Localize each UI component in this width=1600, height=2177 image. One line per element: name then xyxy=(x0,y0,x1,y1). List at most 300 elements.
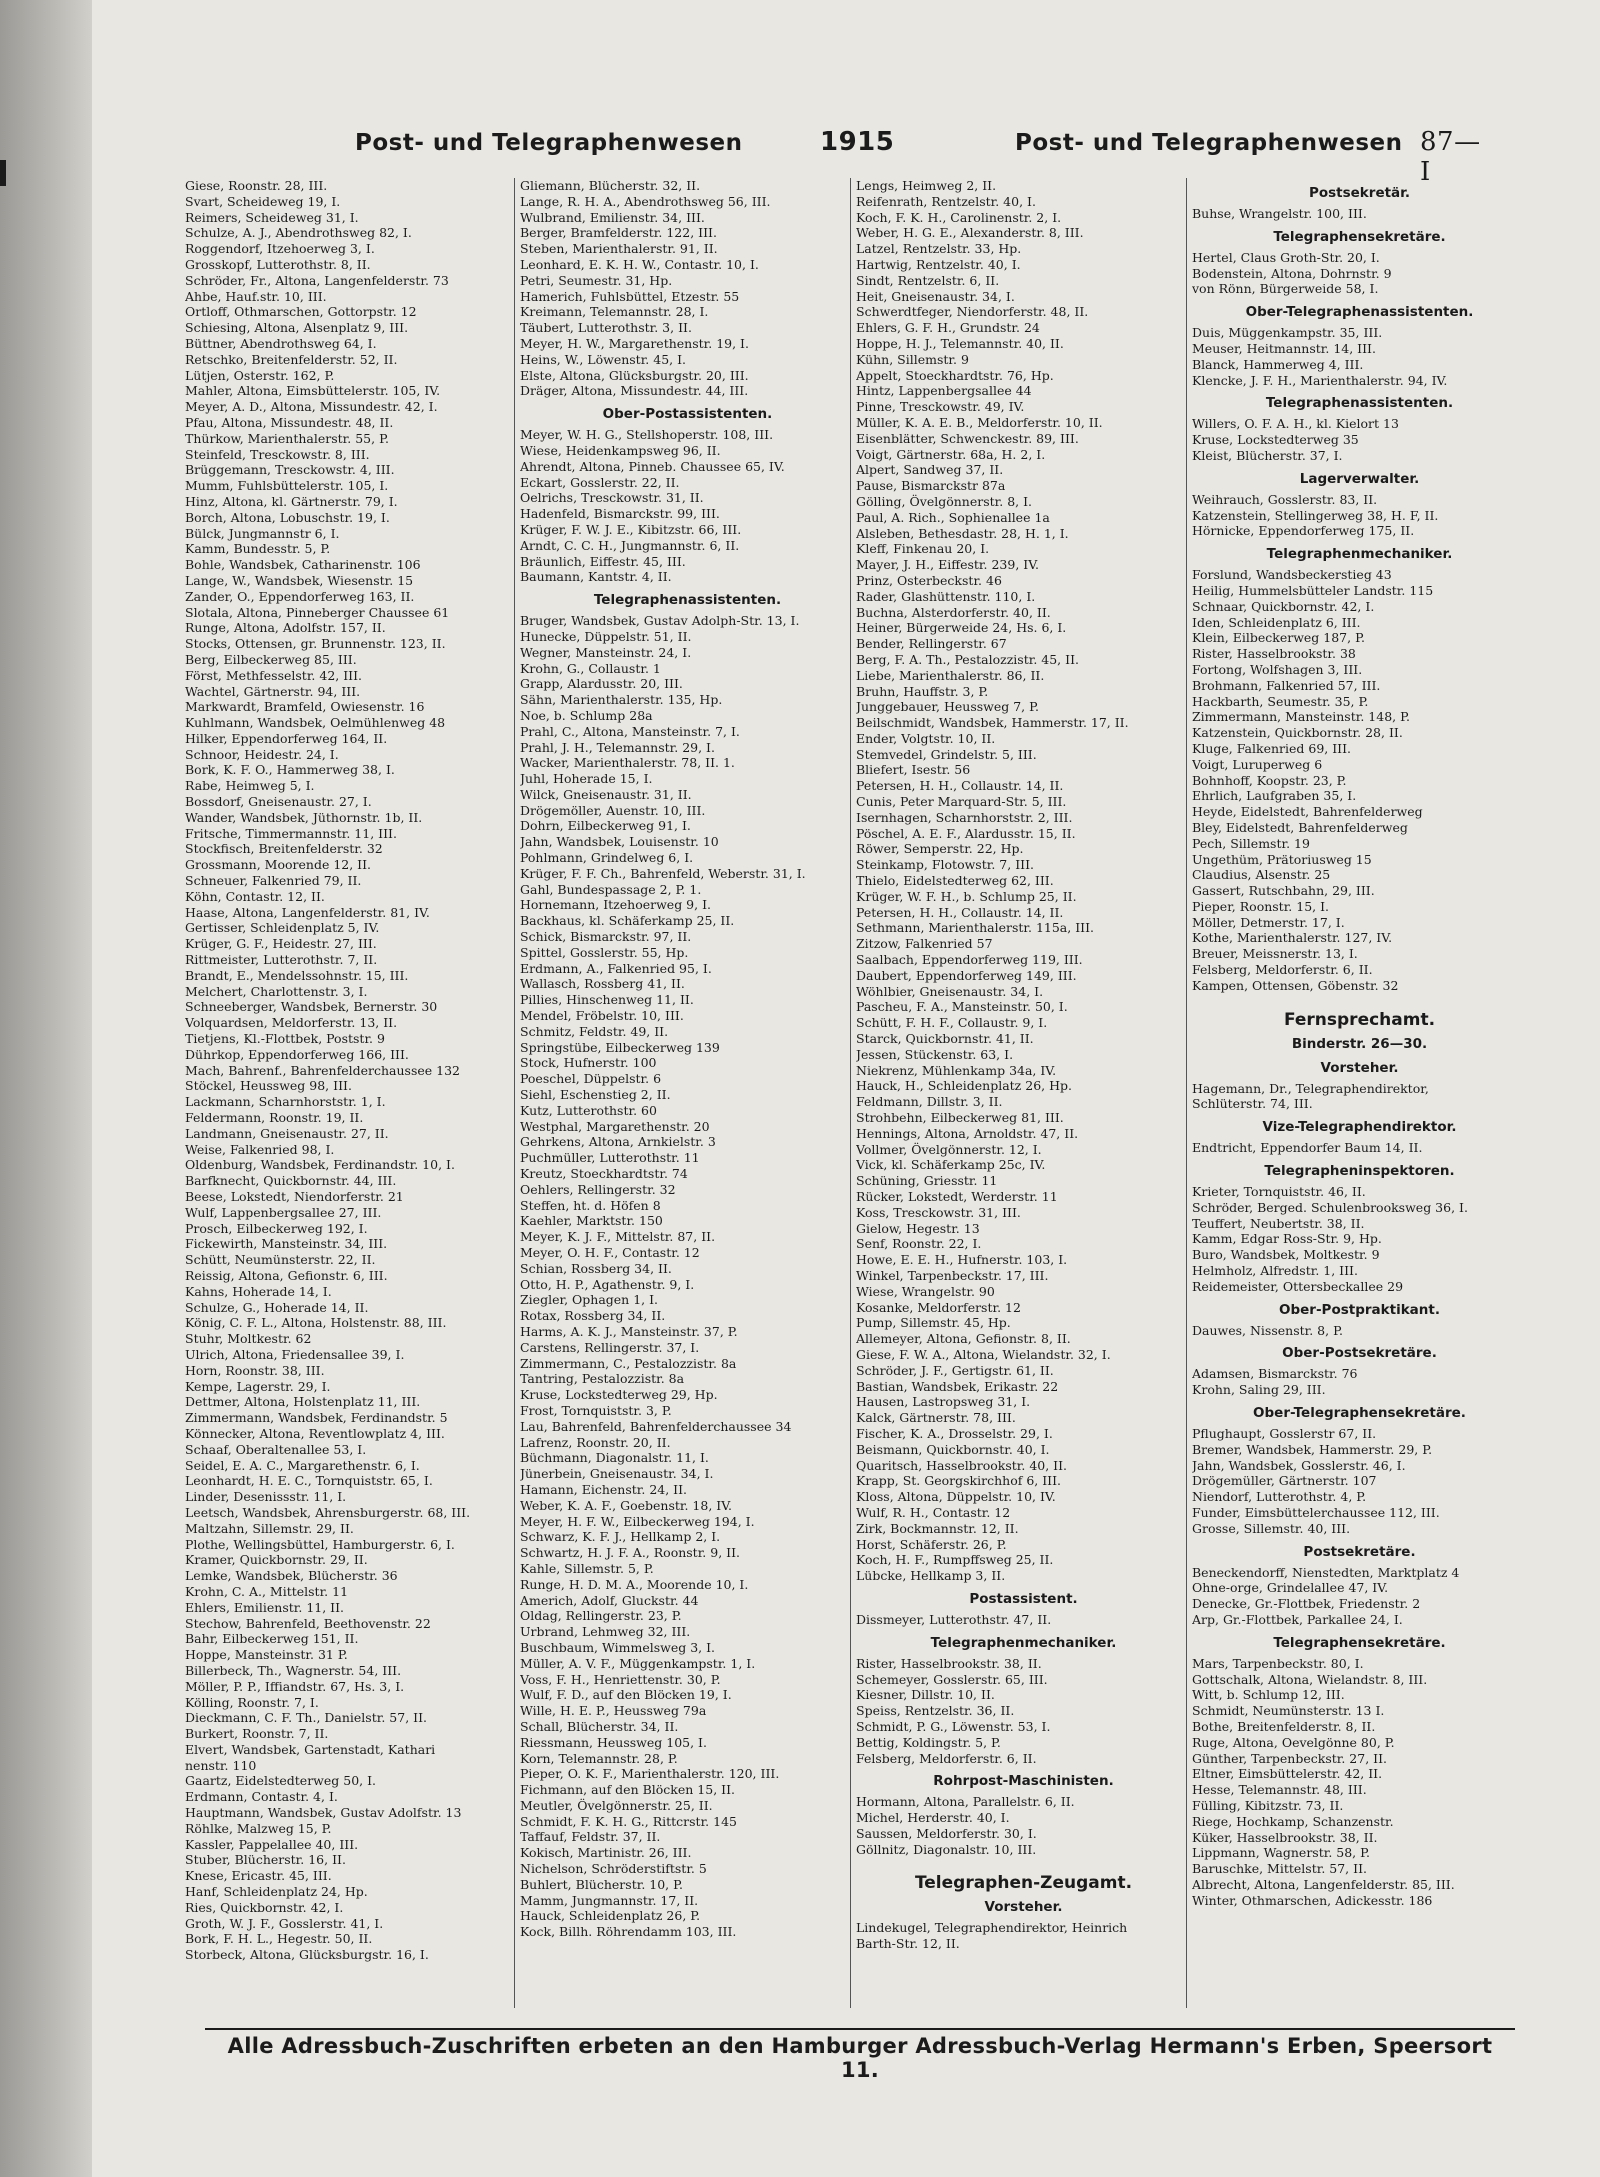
directory-entry: Hagemann, Dr., Telegraphendirektor, xyxy=(1192,1080,1429,1096)
directory-entry: Meyer, H. F. W., Eilbeckerweg 194, I. xyxy=(520,1513,755,1529)
directory-entry: Buschbaum, Wimmelsweg 3, I. xyxy=(520,1639,716,1655)
section-heading: Vorsteher. xyxy=(1320,1059,1399,1076)
directory-entry: Maltzahn, Sillemstr. 29, II. xyxy=(185,1520,354,1536)
directory-entry: Winter, Othmarschen, Adickesstr. 186 xyxy=(1192,1892,1433,1908)
directory-entry: Denecke, Gr.-Flottbek, Friedenstr. 2 xyxy=(1192,1596,1421,1612)
margin-mark xyxy=(0,160,6,186)
section-heading: Vize-Telegraphendirektor. xyxy=(1262,1119,1457,1136)
directory-entry: Kramer, Quickbornstr. 29, II. xyxy=(185,1552,368,1568)
directory-entry: Pieper, O. K. F., Marienthalerstr. 120, III. xyxy=(520,1766,780,1782)
directory-entry: Rister, Hasselbrookstr. 38 xyxy=(1192,646,1356,662)
directory-entry: Müller, A. V. F., Müggenkampstr. 1, I. xyxy=(520,1655,756,1671)
directory-entry: Dührkop, Eppendorferweg 166, III. xyxy=(185,1046,409,1062)
directory-entry: Schulze, G., Hoherade 14, II. xyxy=(185,1299,369,1315)
section-heading: Rohrpost-Maschinisten. xyxy=(933,1773,1114,1790)
directory-entry: Hilker, Eppendorferweg 164, II. xyxy=(185,730,388,746)
directory-entry: Klencke, J. F. H., Marienthalerstr. 94, IV. xyxy=(1192,372,1448,388)
directory-entry: Dissmeyer, Lutterothstr. 47, II. xyxy=(856,1611,1052,1627)
directory-entry: Hackbarth, Seumestr. 35, P. xyxy=(1192,693,1369,709)
directory-entry: Willers, O. F. A. H., kl. Kielort 13 xyxy=(1192,416,1399,432)
directory-entry: Linder, Desenissstr. 11, I. xyxy=(185,1489,347,1505)
directory-entry: Carstens, Rellingerstr. 37, I. xyxy=(520,1339,700,1355)
directory-entry: Bodenstein, Altona, Dohrnstr. 9 xyxy=(1192,265,1392,281)
directory-entry: Arp, Gr.-Flottbek, Parkallee 24, I. xyxy=(1192,1612,1403,1627)
directory-entry: Wille, H. E. P., Heussweg 79a xyxy=(520,1703,707,1719)
section-heading: Lagerverwalter. xyxy=(1299,470,1420,487)
directory-entry: Buhlert, Blücherstr. 10, P. xyxy=(520,1876,683,1892)
page-edge-shadow xyxy=(0,0,92,2177)
directory-entry: Hoppe, H. J., Telemannstr. 40, II. xyxy=(856,335,1064,351)
section-heading: Ober-Postsekretäre. xyxy=(1282,1345,1437,1362)
directory-entry: Kassler, Pappelallee 40, III. xyxy=(185,1836,359,1852)
directory-entry: Grosse, Sillemstr. 40, III. xyxy=(1192,1520,1351,1536)
directory-entry: Breuer, Meissnerstr. 13, I. xyxy=(1192,946,1358,962)
directory-entry: Köhn, Contastr. 12, II. xyxy=(185,888,325,904)
directory-entry: Pöschel, A. E. F., Alardusstr. 15, II. xyxy=(856,825,1076,841)
directory-entry: Hauptmann, Wandsbek, Gustav Adolfstr. 13 xyxy=(185,1805,462,1821)
directory-entry: Wulbrand, Emilienstr. 34, III. xyxy=(520,209,705,225)
directory-entry: Heyde, Eidelstedt, Bahrenfelderweg xyxy=(1192,804,1423,820)
section-heading: Telegraphen-Zeugamt. xyxy=(914,1873,1133,1894)
directory-entry: Dauwes, Nissenstr. 8, P. xyxy=(1192,1322,1343,1338)
directory-entry: Stocks, Ottensen, gr. Brunnenstr. 123, II. xyxy=(185,636,446,652)
directory-entry: Bley, Eidelstedt, Bahrenfelderweg xyxy=(1192,819,1408,835)
directory-column-1 xyxy=(185,178,520,1963)
directory-entry: Bohnhoff, Koopstr. 23, P. xyxy=(1192,772,1347,788)
directory-entry: Steben, Marienthalerstr. 91, II. xyxy=(520,241,718,257)
directory-entry: Oehlers, Rellingerstr. 32 xyxy=(520,1181,676,1197)
directory-entry: Billerbeck, Th., Wagnerstr. 54, III. xyxy=(185,1662,402,1678)
directory-entry: Bliefert, Isestr. 56 xyxy=(856,762,971,778)
directory-entry: Petri, Seumestr. 31, Hp. xyxy=(520,272,673,288)
directory-entry: Ziegler, Ophagen 1, I. xyxy=(520,1292,659,1308)
directory-entry: Koch, H. F., Rumpffsweg 25, II. xyxy=(856,1552,1054,1568)
directory-entry: Petersen, H. H., Collaustr. 14, II. xyxy=(856,904,1064,920)
directory-entry: Gielow, Hegestr. 13 xyxy=(856,1220,980,1236)
directory-entry: Leetsch, Wandsbek, Ahrensburgerstr. 68, III. xyxy=(185,1504,471,1520)
directory-entry: Dohrn, Eilbeckerweg 91, I. xyxy=(520,818,691,834)
directory-entry: Röhlke, Malzweg 15, P. xyxy=(185,1820,332,1836)
directory-entry: Könnecker, Altona, Reventlowplatz 4, III. xyxy=(185,1425,445,1441)
directory-entry: Ohne-orge, Grindelallee 47, IV. xyxy=(1192,1580,1389,1596)
directory-entry: Kaehler, Marktstr. 150 xyxy=(520,1213,663,1229)
directory-entry: Bastian, Wandsbek, Erikastr. 22 xyxy=(856,1378,1059,1394)
directory-entry: Krohn, C. A., Mittelstr. 11 xyxy=(185,1583,349,1599)
directory-entry: Hadenfeld, Bismarckstr. 99, III. xyxy=(520,506,720,522)
directory-entry: Beese, Lokstedt, Niendorferstr. 21 xyxy=(185,1189,404,1204)
directory-entry: Hennings, Altona, Arnoldstr. 47, II. xyxy=(856,1125,1079,1141)
directory-entry: Heiner, Bürgerweide 24, Hs. 6, I. xyxy=(856,620,1067,636)
directory-entry: Pillies, Hinschenweg 11, II. xyxy=(520,992,694,1008)
directory-entry: Klein, Eilbeckerweg 187, P. xyxy=(1192,630,1365,646)
directory-entry: Daubert, Eppendorferweg 149, III. xyxy=(856,967,1077,983)
directory-entry: Duis, Müggenkampstr. 35, III. xyxy=(1192,325,1383,341)
directory-entry: Kruse, Lockstedterweg 29, Hp. xyxy=(520,1387,718,1403)
directory-entry: Mars, Tarpenbeckstr. 80, I. xyxy=(1192,1655,1364,1671)
directory-entry: Meutler, Övelgönnerstr. 25, II. xyxy=(520,1797,713,1813)
directory-entry: Giese, Roonstr. 28, III. xyxy=(185,178,328,193)
directory-entry: Kokisch, Martinistr. 26, III. xyxy=(520,1845,692,1861)
directory-entry: Rotax, Rossberg 34, II. xyxy=(520,1308,666,1324)
section-heading: Fernsprechamt. xyxy=(1283,1009,1436,1030)
section-heading: Ober-Telegraphensekretäre. xyxy=(1253,1405,1466,1422)
directory-entry: Krüger, W. F. H., b. Schlump 25, II. xyxy=(856,888,1077,904)
directory-entry: Hauck, Schleidenplatz 26, P. xyxy=(520,1908,701,1924)
directory-entry: Jessen, Stückenstr. 63, I. xyxy=(856,1046,1014,1062)
directory-entry: Büttner, Abendrothsweg 64, I. xyxy=(185,335,377,351)
directory-entry: Krohn, G., Collaustr. 1 xyxy=(520,660,661,676)
directory-entry: Hormann, Altona, Parallelstr. 6, II. xyxy=(856,1794,1075,1810)
directory-entry: Drögemöller, Auenstr. 10, III. xyxy=(520,802,706,818)
directory-entry: Arndt, C. C. H., Jungmannstr. 6, II. xyxy=(520,537,740,553)
publisher-footer: Alle Adressbuch-Zuschriften erbeten an den Hamburger Adressbuch-Verlag Hermann's Erben, Speersort 11. xyxy=(205,2028,1515,2070)
directory-entry: Weber, K. A. F., Goebenstr. 18, IV. xyxy=(520,1497,733,1513)
directory-entry: Pascheu, F. A., Mansteinstr. 50, I. xyxy=(856,999,1068,1015)
directory-entry: Leonhard, E. K. H. W., Contastr. 10, I. xyxy=(520,256,759,272)
directory-entry: Harms, A. K. J., Mansteinstr. 37, P. xyxy=(520,1323,738,1339)
directory-entry: Krüger, F. F. Ch., Bahrenfeld, Weberstr. 31, I. xyxy=(520,865,806,881)
directory-entry: Bender, Rellingerstr. 67 xyxy=(856,636,1007,652)
directory-entry: Gassert, Rutschbahn, 29, III. xyxy=(1192,883,1375,899)
directory-entry: Günther, Tarpenbeckstr. 27, II. xyxy=(1192,1750,1388,1766)
directory-entry: Springstübe, Eilbeckerweg 139 xyxy=(520,1039,720,1055)
directory-entry: Krohn, Saling 29, III. xyxy=(1192,1382,1326,1398)
directory-entry: Lütjen, Osterstr. 162, P. xyxy=(185,367,335,383)
directory-entry: Schröder, J. F., Gertigstr. 61, II. xyxy=(856,1362,1054,1378)
directory-entry: Schiesing, Altona, Alsenplatz 9, III. xyxy=(185,320,409,336)
directory-entry: Lange, R. H. A., Abendrothsweg 56, III. xyxy=(520,193,771,209)
directory-entry: Pinne, Tresckowstr. 49, IV. xyxy=(856,399,1025,415)
directory-entry: Ender, Volgtstr. 10, II. xyxy=(856,730,996,746)
directory-entry: Dräger, Altona, Missundestr. 44, III. xyxy=(520,383,749,399)
directory-entry: nenstr. 110 xyxy=(185,1757,257,1773)
directory-entry: Lange, W., Wandsbek, Wiesenstr. 15 xyxy=(185,572,414,588)
directory-entry: Gliemann, Blücherstr. 32, II. xyxy=(520,178,701,193)
directory-entry: Möller, Detmerstr. 17, I. xyxy=(1192,914,1345,930)
directory-entry: Kahle, Sillemstr. 5, P. xyxy=(520,1560,654,1576)
directory-entry: Kloss, Altona, Düppelstr. 10, IV. xyxy=(856,1489,1056,1505)
section-heading: Telegraphensekretäre. xyxy=(1273,1634,1446,1651)
directory-entry: Koch, F. K. H., Carolinenstr. 2, I. xyxy=(856,209,1062,225)
header-left-title: Post- und Telegraphenwesen xyxy=(355,130,743,156)
directory-entry: Krapp, St. Georgskirchhof 6, III. xyxy=(856,1473,1062,1489)
directory-entry: Baruschke, Mittelstr. 57, II. xyxy=(1192,1861,1367,1877)
directory-entry: Eisenblätter, Schwenckestr. 89, III. xyxy=(856,430,1079,446)
directory-entry: Schneuer, Falkenried 79, II. xyxy=(185,873,362,889)
directory-entry: Alsleben, Bethesdastr. 28, H. 1, I. xyxy=(856,525,1069,541)
directory-entry: Fischer, K. A., Drosselstr. 29, I. xyxy=(856,1425,1053,1441)
directory-entry: Oelrichs, Tresckowstr. 31, II. xyxy=(520,490,704,506)
directory-entry: Zitzow, Falkenried 57 xyxy=(856,936,993,952)
directory-entry: Funder, Eimsbüttelerchaussee 112, III. xyxy=(1192,1505,1440,1521)
directory-entry: Tietjens, Kl.-Flottbek, Poststr. 9 xyxy=(185,1031,385,1047)
directory-entry: Rittmeister, Lutterothstr. 7, II. xyxy=(185,952,378,968)
section-heading: Telegrapheninspektoren. xyxy=(1264,1163,1455,1180)
directory-entry: Schneeberger, Wandsbek, Bernerstr. 30 xyxy=(185,999,438,1015)
directory-entry: Claudius, Alsenstr. 25 xyxy=(1192,867,1331,883)
directory-entry: Kempe, Lagerstr. 29, I. xyxy=(185,1378,331,1394)
directory-entry: Bothe, Breitenfelderstr. 8, II. xyxy=(1192,1718,1376,1734)
directory-entry: Mendel, Fröbelstr. 10, III. xyxy=(520,1008,684,1024)
directory-entry: Markwardt, Bramfeld, Owiesenstr. 16 xyxy=(185,699,425,715)
directory-entry: Hesse, Telemannstr. 48, III. xyxy=(1192,1782,1367,1798)
directory-entry: Kalck, Gärtnerstr. 78, III. xyxy=(856,1410,1016,1426)
directory-entry: Liebe, Marienthalerstr. 86, II. xyxy=(856,667,1045,683)
directory-entry: Bettig, Koldingstr. 5, P. xyxy=(856,1734,1001,1750)
directory-entry: Lau, Bahrenfeld, Bahrenfelderchaussee 34 xyxy=(520,1418,792,1434)
directory-entry: Voigt, Luruperweg 6 xyxy=(1192,756,1323,772)
directory-entry: Thielo, Eidelstedterweg 62, III. xyxy=(856,873,1054,889)
directory-entry: Schmitz, Feldstr. 49, II. xyxy=(520,1023,669,1039)
directory-entry: Steinfeld, Tresckowstr. 8, III. xyxy=(185,446,370,462)
directory-entry: Noe, b. Schlump 28a xyxy=(520,707,653,723)
directory-entry: Küker, Hasselbrookstr. 38, II. xyxy=(1192,1829,1378,1845)
directory-entry: Mahler, Altona, Eimsbüttelerstr. 105, IV. xyxy=(185,383,441,399)
directory-entry: Poeschel, Düppelstr. 6 xyxy=(520,1071,662,1087)
directory-entry: Kluge, Falkenried 69, III. xyxy=(1192,740,1352,756)
directory-entry: Alpert, Sandweg 37, II. xyxy=(856,462,1004,478)
directory-entry: Pfau, Altona, Missundestr. 48, II. xyxy=(185,414,394,430)
directory-entry: Steffen, ht. d. Höfen 8 xyxy=(520,1197,661,1213)
directory-entry: von Rönn, Bürgerweide 58, I. xyxy=(1192,281,1379,297)
directory-entry: Zimmermann, Wandsbek, Ferdinandstr. 5 xyxy=(185,1410,448,1426)
directory-entry: Bork, K. F. O., Hammerweg 38, I. xyxy=(185,762,395,778)
directory-entry: Puchmüller, Lutterothstr. 11 xyxy=(520,1150,700,1166)
directory-entry: Leonhardt, H. E. C., Tornquiststr. 65, I. xyxy=(185,1473,433,1489)
directory-entry: Röwer, Semperstr. 22, Hp. xyxy=(856,841,1024,857)
directory-entry: Heilig, Hummelsbütteler Landstr. 115 xyxy=(1192,582,1434,598)
directory-entry: Stöckel, Heussweg 98, III. xyxy=(185,1078,352,1094)
directory-entry: Starck, Quickbornstr. 41, II. xyxy=(856,1031,1034,1047)
directory-entry: Schian, Rossberg 34, II. xyxy=(520,1260,672,1276)
directory-entry: Baumann, Kantstr. 4, II. xyxy=(520,569,672,585)
directory-entry: Wachtel, Gärtnerstr. 94, III. xyxy=(185,683,361,699)
directory-entry: Wiese, Heidenkampsweg 96, II. xyxy=(520,442,721,458)
directory-entry: Barth-Str. 12, II. xyxy=(856,1936,960,1952)
directory-entry: Schmidt, Neumünsterstr. 13 I. xyxy=(1192,1703,1385,1719)
directory-entry: Erdmann, A., Falkenried 95, I. xyxy=(520,960,712,976)
directory-entry: Brüggemann, Tresckowstr. 4, III. xyxy=(185,462,395,478)
section-heading: Ober-Telegraphenassistenten. xyxy=(1245,304,1474,321)
directory-entry: Quaritsch, Hasselbrookstr. 40, II. xyxy=(856,1457,1068,1473)
directory-entry: Vick, kl. Schäferkamp 25c, IV. xyxy=(856,1157,1046,1173)
directory-entry: Hausen, Lastropsweg 31, I. xyxy=(856,1394,1031,1410)
directory-entry: Borch, Altona, Lobuschstr. 19, I. xyxy=(185,509,390,525)
directory-entry: Runge, Altona, Adolfstr. 157, II. xyxy=(185,620,386,636)
directory-entry: Wulf, R. H., Contastr. 12 xyxy=(856,1504,1011,1520)
directory-entry: Stuber, Blücherstr. 16, II. xyxy=(185,1852,346,1868)
directory-entry: Sähn, Marienthalerstr. 135, Hp. xyxy=(520,692,723,708)
page-number: 87—I xyxy=(1420,127,1481,187)
directory-entry: Petersen, H. H., Collaustr. 14, II. xyxy=(856,778,1064,794)
directory-entry: Schröder, Fr., Altona, Langenfelderstr. 73 xyxy=(185,272,449,288)
directory-entry: Schall, Blücherstr. 34, II. xyxy=(520,1718,679,1734)
directory-entry: Reissig, Altona, Gefionstr. 6, III. xyxy=(185,1267,388,1283)
directory-entry: Kamm, Bundesstr. 5, P. xyxy=(185,541,331,557)
directory-entry: Stockfisch, Breitenfelderstr. 32 xyxy=(185,841,383,857)
directory-entry: Buro, Wandsbek, Moltkestr. 9 xyxy=(1192,1247,1380,1263)
section-subheading: Vorsteher. xyxy=(984,1899,1063,1916)
directory-entry: Täubert, Lutterothstr. 3, II. xyxy=(520,320,692,336)
directory-entry: Katzenstein, Stellingerweg 38, H. F, II. xyxy=(1192,507,1439,523)
directory-entry: Schüning, Griesstr. 11 xyxy=(856,1173,998,1189)
directory-entry: Meyer, A. D., Altona, Missundestr. 42, I. xyxy=(185,399,438,415)
directory-entry: Korn, Telemannstr. 28, P. xyxy=(520,1750,678,1766)
directory-entry: Ruge, Altona, Oevelgönne 80, P. xyxy=(1192,1734,1395,1750)
directory-entry: Adamsen, Bismarckstr. 76 xyxy=(1192,1366,1358,1382)
section-heading: Ober-Postassistenten. xyxy=(602,406,773,423)
directory-entry: Zander, O., Eppendorferweg 163, II. xyxy=(185,588,415,604)
directory-entry: Wöhlbier, Gneisenaustr. 34, I. xyxy=(856,983,1044,999)
directory-entry: Ehrlich, Laufgraben 35, I. xyxy=(1192,788,1357,804)
directory-entry: Zirk, Bockmannstr. 12, II. xyxy=(856,1520,1019,1536)
directory-entry: Meyer, K. J. F., Mittelstr. 87, II. xyxy=(520,1229,716,1245)
directory-entry: Latzel, Rentzelstr. 33, Hp. xyxy=(856,241,1022,257)
directory-entry: Landmann, Gneisenaustr. 27, II. xyxy=(185,1125,389,1141)
directory-entry: Heins, W., Löwenstr. 45, I. xyxy=(520,351,687,367)
directory-entry: Blanck, Hammerweg 4, III. xyxy=(1192,356,1364,372)
directory-entry: Forslund, Wandsbeckerstieg 43 xyxy=(1192,567,1392,583)
directory-entry: Lengs, Heimweg 2, II. xyxy=(856,178,997,193)
section-heading: Postassistent. xyxy=(969,1590,1078,1607)
directory-entry: Michel, Herderstr. 40, I. xyxy=(856,1810,1010,1826)
directory-entry: Gölling, Övelgönnerstr. 8, I. xyxy=(856,493,1033,509)
directory-entry: Schnaar, Quickbornstr. 42, I. xyxy=(1192,598,1375,614)
directory-entry: Voss, F. H., Henriettenstr. 30, P. xyxy=(520,1671,721,1687)
directory-entry: Elvert, Wandsbek, Gartenstadt, Kathari xyxy=(185,1741,436,1757)
directory-entry: Lemke, Wandsbek, Blücherstr. 36 xyxy=(185,1568,398,1584)
directory-entry: Bülck, Jungmannstr 6, I. xyxy=(185,525,340,541)
directory-entry: Katzenstein, Quickbornstr. 28, II. xyxy=(1192,725,1403,741)
directory-entry: Helmholz, Alfredstr. 1, III. xyxy=(1192,1263,1358,1279)
directory-column-3 xyxy=(856,178,1191,1952)
directory-entry: Hornemann, Itzehoerweg 9, I. xyxy=(520,897,711,913)
directory-entry: Hamann, Eichenstr. 24, II. xyxy=(520,1481,688,1497)
directory-entry: Berger, Bramfelderstr. 122, III. xyxy=(520,225,717,241)
directory-entry: Brohmann, Falkenried 57, III. xyxy=(1192,677,1381,693)
directory-entry: Mach, Bahrenf., Bahrenfelderchaussee 132 xyxy=(185,1062,460,1078)
directory-entry: Kampen, Ottensen, Göbenstr. 32 xyxy=(1192,977,1399,993)
directory-entry: Kuhlmann, Wandsbek, Oelmühlenweg 48 xyxy=(185,715,446,731)
directory-entry: Beilschmidt, Wandsbek, Hammerstr. 17, II. xyxy=(856,715,1129,731)
directory-entry: Rücker, Lokstedt, Werderstr. 11 xyxy=(856,1189,1058,1204)
directory-entry: Wacker, Marienthalerstr. 78, II. 1. xyxy=(520,755,735,771)
directory-entry: Retschko, Breitenfelderstr. 52, II. xyxy=(185,351,398,367)
directory-entry: Schütt, F. H. F., Collaustr. 9, I. xyxy=(856,1015,1048,1031)
directory-entry: Schaaf, Oberaltenallee 53, I. xyxy=(185,1441,367,1457)
directory-entry: Westphal, Margarethenstr. 20 xyxy=(520,1118,710,1134)
directory-entry: Hunecke, Düppelstr. 51, II. xyxy=(520,628,692,644)
directory-entry: Schröder, Berged. Schulenbrooksweg 36, I. xyxy=(1192,1199,1468,1215)
directory-entry: Ehlers, G. F. H., Grundstr. 24 xyxy=(856,320,1040,336)
directory-entry: Weise, Falkenried 98, I. xyxy=(185,1141,335,1157)
directory-entry: Brandt, E., Mendelssohnstr. 15, III. xyxy=(185,967,409,983)
directory-entry: Göllnitz, Diagonalstr. 10, III. xyxy=(856,1841,1037,1857)
directory-entry: Schwartz, H. J. F. A., Roonstr. 9, II. xyxy=(520,1545,741,1561)
directory-entry: Fritsche, Timmermannstr. 11, III. xyxy=(185,825,397,841)
directory-entry: Sethmann, Marienthalerstr. 115a, III. xyxy=(856,920,1094,936)
directory-entry: Kutz, Lutterothstr. 60 xyxy=(520,1102,657,1118)
directory-entry: Beneckendorff, Nienstedten, Marktplatz 4 xyxy=(1192,1564,1460,1580)
directory-entry: Hartwig, Rentzelstr. 40, I. xyxy=(856,256,1021,272)
directory-entry: Americh, Adolf, Gluckstr. 44 xyxy=(520,1592,699,1608)
directory-entry: Horn, Roonstr. 38, III. xyxy=(185,1362,325,1378)
directory-entry: Riessmann, Heussweg 105, I. xyxy=(520,1734,707,1750)
directory-entry: Kahns, Hoherade 14, I. xyxy=(185,1283,332,1299)
section-heading: Telegraphenmechaniker. xyxy=(1266,546,1453,563)
directory-entry: Mumm, Fuhlsbüttelerstr. 105, I. xyxy=(185,478,389,494)
directory-entry: Meyer, H. W., Margarethenstr. 19, I. xyxy=(520,335,749,351)
directory-entry: Dettmer, Altona, Holstenplatz 11, III. xyxy=(185,1394,421,1410)
directory-entry: Drögemüller, Gärtnerstr. 107 xyxy=(1192,1473,1377,1489)
directory-entry: Iden, Schleidenplatz 6, III. xyxy=(1192,614,1361,630)
directory-entry: Mayer, J. H., Eiffestr. 239, IV. xyxy=(856,557,1040,573)
directory-entry: Plothe, Wellingsbüttel, Hamburgerstr. 6, I. xyxy=(185,1536,455,1552)
directory-entry: Roggendorf, Itzehoerweg 3, I. xyxy=(185,241,375,257)
directory-entry: Oldag, Rellingerstr. 23, P. xyxy=(520,1608,682,1624)
directory-entry: Prahl, J. H., Telemannstr. 29, I. xyxy=(520,739,715,755)
directory-entry: Fortong, Wolfshagen 3, III. xyxy=(1192,661,1363,677)
directory-entry: Zimmermann, Mansteinstr. 148, P. xyxy=(1192,709,1410,725)
directory-entry: Volquardsen, Meldorferstr. 13, II. xyxy=(185,1015,398,1031)
directory-entry: Prahl, C., Altona, Mansteinstr. 7, I. xyxy=(520,723,740,739)
directory-entry: Horst, Schäferstr. 26, P. xyxy=(856,1536,1007,1552)
directory-entry: Backhaus, kl. Schäferkamp 25, II. xyxy=(520,913,735,929)
directory-entry: Rister, Hasselbrookstr. 38, II. xyxy=(856,1655,1042,1671)
directory-entry: Hintz, Lappenbergsallee 44 xyxy=(856,383,1032,399)
directory-entry: Dieckmann, C. F. Th., Danielstr. 57, II. xyxy=(185,1710,427,1726)
directory-entry: Wulf, Lappenbergsallee 27, III. xyxy=(185,1204,382,1220)
directory-entry: Runge, H. D. M. A., Moorende 10, I. xyxy=(520,1576,749,1592)
directory-entry: Stuhr, Moltkestr. 62 xyxy=(185,1331,312,1347)
directory-entry: Burkert, Roonstr. 7, II. xyxy=(185,1726,329,1742)
directory-entry: Jahn, Wandsbek, Louisenstr. 10 xyxy=(520,834,719,850)
directory-entry: Meyer, O. H. F., Contastr. 12 xyxy=(520,1245,700,1260)
directory-entry: Krüger, F. W. J. E., Kibitzstr. 66, III. xyxy=(520,521,742,537)
directory-entry: Berg, F. A. Th., Pestalozzistr. 45, II. xyxy=(856,651,1079,667)
directory-entry: Pflughaupt, Gosslerstr 67, II. xyxy=(1192,1426,1377,1442)
directory-entry: Bahr, Eilbeckerweg 151, II. xyxy=(185,1631,359,1647)
directory-entry: Barfknecht, Quickbornstr. 44, III. xyxy=(185,1173,397,1189)
directory-entry: Lippmann, Wagnerstr. 58, P. xyxy=(1192,1845,1370,1861)
directory-entry: König, C. F. L., Altona, Holstenstr. 88, III. xyxy=(185,1315,447,1331)
directory-entry: Pump, Sillemstr. 45, Hp. xyxy=(856,1315,1011,1331)
directory-entry: Möller, P. P., Iffiandstr. 67, Hs. 3, I. xyxy=(185,1678,405,1694)
directory-entry: Wegner, Mansteinstr. 24, I. xyxy=(520,644,692,660)
directory-entry: Knese, Ericastr. 45, III. xyxy=(185,1868,332,1884)
directory-entry: Feldermann, Roonstr. 19, II. xyxy=(185,1110,364,1126)
directory-entry: Bohle, Wandsbek, Catharinenstr. 106 xyxy=(185,557,421,573)
directory-entry: Siehl, Eschenstieg 2, II. xyxy=(520,1087,671,1103)
directory-entry: Appelt, Stoeckhardtstr. 76, Hp. xyxy=(856,367,1054,383)
directory-entry: Grosskopf, Lutterothstr. 8, II. xyxy=(185,256,371,272)
directory-entry: Gertisser, Schleidenplatz 5, IV. xyxy=(185,920,380,936)
directory-entry: Hörnicke, Eppendorferweg 175, II. xyxy=(1192,523,1415,539)
directory-entry: Saalbach, Eppendorferweg 119, III. xyxy=(856,952,1083,968)
directory-entry: Prosch, Eilbeckerweg 192, I. xyxy=(185,1220,368,1236)
directory-entry: Buchna, Alsterdorferstr. 40, II. xyxy=(856,604,1051,620)
directory-entry: Kosanke, Meldorferstr. 12 xyxy=(856,1299,1021,1315)
directory-entry: Kühn, Sillemstr. 9 xyxy=(856,351,969,367)
directory-entry: Först, Methfesselstr. 42, III. xyxy=(185,667,363,683)
directory-entry: Speiss, Rentzelstr. 36, II. xyxy=(856,1703,1015,1719)
directory-entry: Pause, Bismarckstr 87a xyxy=(856,478,1006,494)
directory-entry: Gahl, Bundespassage 2, P. 1. xyxy=(520,881,702,897)
directory-entry: Hertel, Claus Groth-Str. 20, I. xyxy=(1192,249,1380,265)
directory-entry: Gaartz, Eidelstedterweg 50, I. xyxy=(185,1773,377,1789)
section-heading: Postsekretär. xyxy=(1308,185,1411,201)
directory-entry: Jahn, Wandsbek, Gosslerstr. 46, I. xyxy=(1192,1457,1406,1473)
